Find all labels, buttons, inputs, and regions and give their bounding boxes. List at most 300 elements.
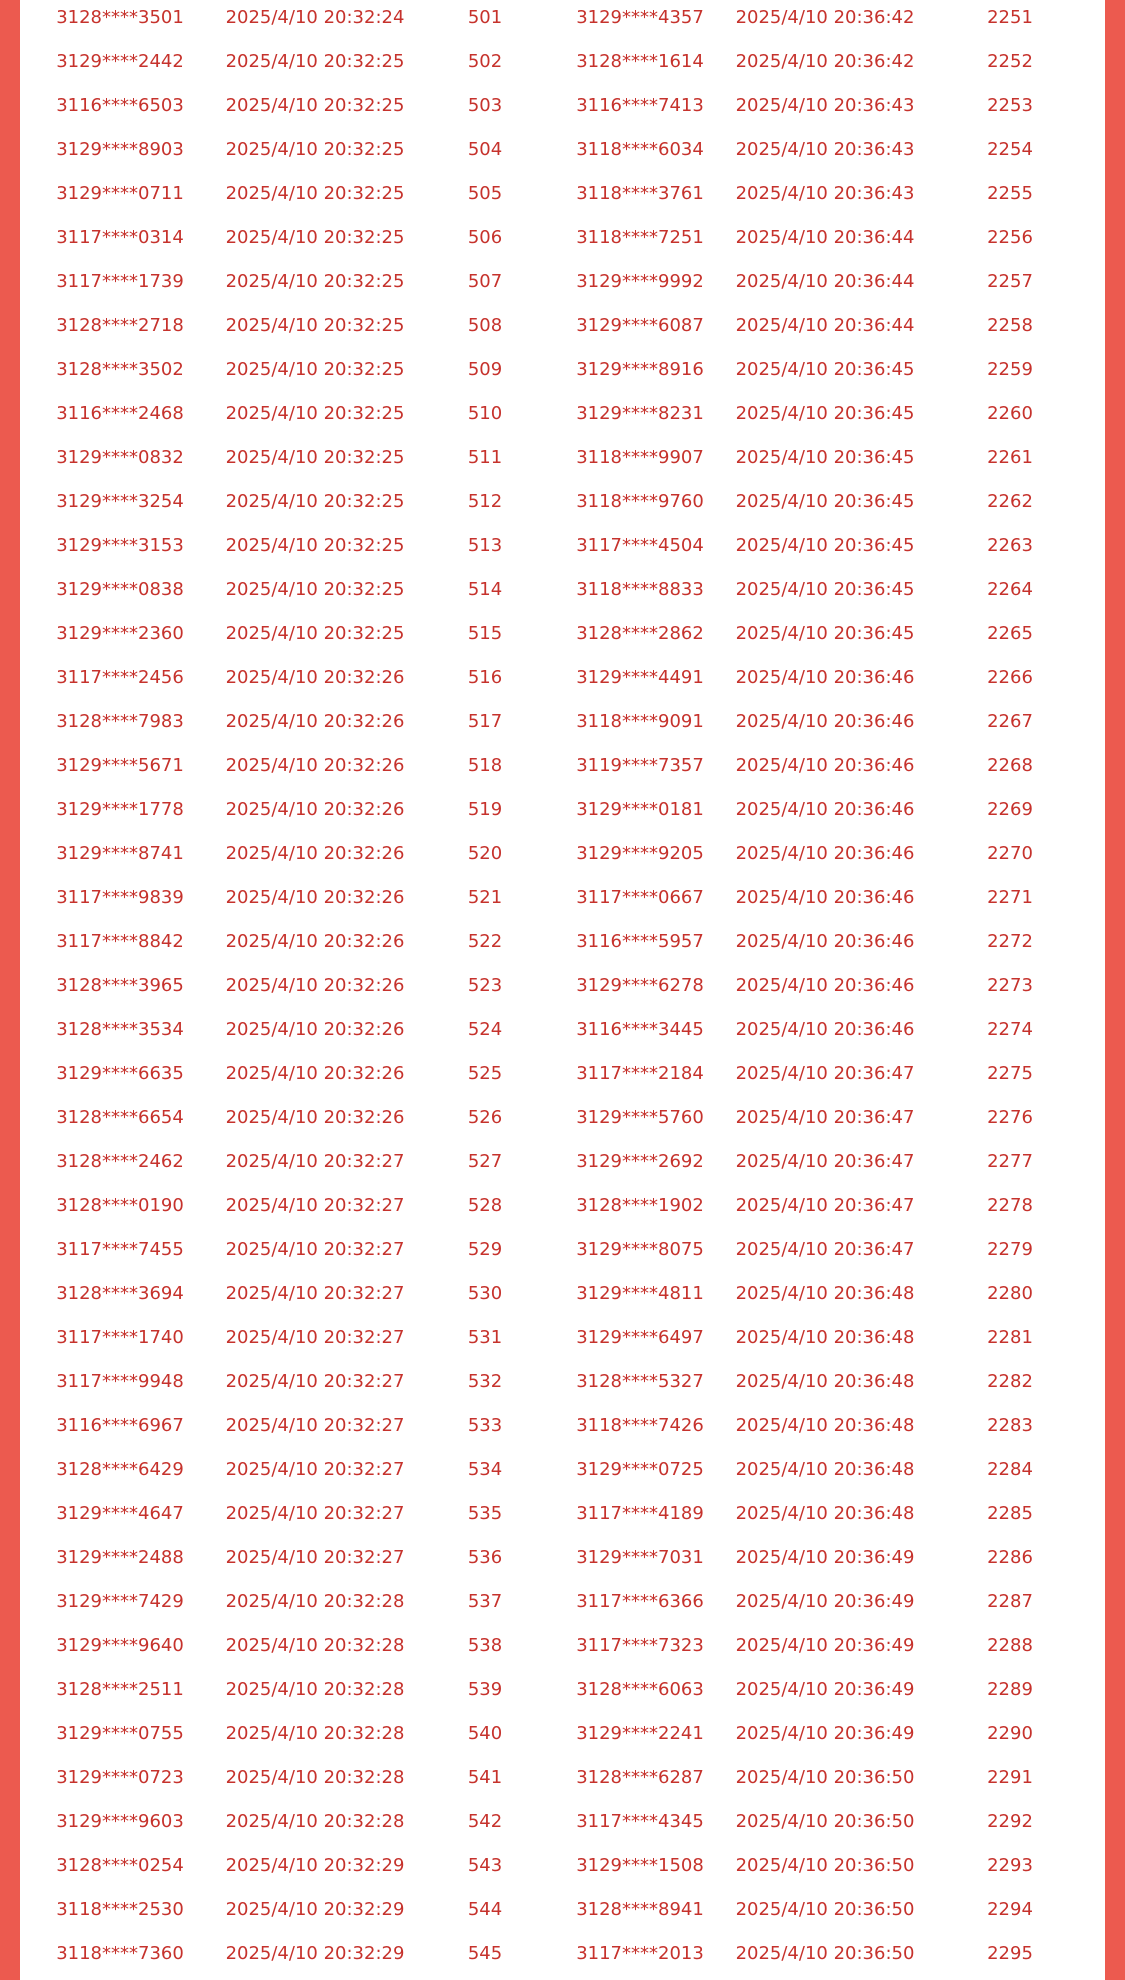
phone-number-right: 3118****9091 [576,711,704,732]
rank-right: 2277 [987,1151,1033,1172]
rank-right: 2257 [987,271,1033,292]
phone-number-left: 3129****8903 [56,139,184,160]
rank-left: 535 [467,1503,503,1524]
phone-number-left: 3117****1739 [56,271,184,292]
timestamp-right: 2025/4/10 20:36:49 [735,1723,915,1744]
rank-right: 2295 [987,1943,1033,1964]
phone-number-left: 3128****3534 [56,1019,184,1040]
rank-left: 544 [467,1899,503,1920]
timestamp-right: 2025/4/10 20:36:49 [735,1635,915,1656]
timestamp-right: 2025/4/10 20:36:47 [735,1151,915,1172]
timestamp-right: 2025/4/10 20:36:47 [735,1063,915,1084]
phone-number-left: 3128****6654 [56,1107,184,1128]
rank-right: 2262 [987,491,1033,512]
table-row [20,1100,1105,1144]
rank-right: 2279 [987,1239,1033,1260]
rank-right: 2293 [987,1855,1033,1876]
timestamp-right: 2025/4/10 20:36:50 [735,1811,915,1832]
timestamp-left: 2025/4/10 20:32:27 [225,1195,405,1216]
timestamp-left: 2025/4/10 20:32:27 [225,1283,405,1304]
phone-number-left: 3129****7429 [56,1591,184,1612]
timestamp-left: 2025/4/10 20:32:29 [225,1855,405,1876]
rank-right: 2290 [987,1723,1033,1744]
rank-left: 520 [467,843,503,864]
phone-number-right: 3117****4189 [576,1503,704,1524]
phone-number-right: 3129****9992 [576,271,704,292]
phone-number-left: 3128****3694 [56,1283,184,1304]
timestamp-left: 2025/4/10 20:32:26 [225,931,405,952]
rank-right: 2289 [987,1679,1033,1700]
phone-number-left: 3117****1740 [56,1327,184,1348]
phone-number-right: 3129****2241 [576,1723,704,1744]
timestamp-left: 2025/4/10 20:32:28 [225,1767,405,1788]
table-row [20,660,1105,704]
timestamp-left: 2025/4/10 20:32:26 [225,1019,405,1040]
phone-number-right: 3117****2013 [576,1943,704,1964]
timestamp-left: 2025/4/10 20:32:27 [225,1415,405,1436]
phone-number-left: 3129****0838 [56,579,184,600]
rank-right: 2259 [987,359,1033,380]
timestamp-left: 2025/4/10 20:32:25 [225,535,405,556]
timestamp-left: 2025/4/10 20:32:24 [225,7,405,28]
phone-number-left: 3117****8842 [56,931,184,952]
timestamp-left: 2025/4/10 20:32:26 [225,1063,405,1084]
rank-right: 2284 [987,1459,1033,1480]
timestamp-right: 2025/4/10 20:36:46 [735,1019,915,1040]
phone-number-right: 3116****3445 [576,1019,704,1040]
phone-number-left: 3129****9603 [56,1811,184,1832]
timestamp-right: 2025/4/10 20:36:46 [735,799,915,820]
phone-number-right: 3116****5957 [576,931,704,952]
timestamp-right: 2025/4/10 20:36:45 [735,403,915,424]
rank-left: 545 [467,1943,503,1964]
phone-number-right: 3129****9205 [576,843,704,864]
phone-number-right: 3117****0667 [576,887,704,908]
timestamp-left: 2025/4/10 20:32:26 [225,887,405,908]
winners-table [20,0,1105,1980]
phone-number-left: 3117****9839 [56,887,184,908]
rank-left: 524 [467,1019,503,1040]
table-row [20,1540,1105,1584]
table-row [20,1496,1105,1540]
rank-left: 543 [467,1855,503,1876]
phone-number-right: 3129****4357 [576,7,704,28]
rank-left: 536 [467,1547,503,1568]
timestamp-left: 2025/4/10 20:32:26 [225,1107,405,1128]
table-row [20,352,1105,396]
timestamp-left: 2025/4/10 20:32:27 [225,1151,405,1172]
phone-number-left: 3128****2462 [56,1151,184,1172]
table-row [20,704,1105,748]
phone-number-left: 3129****3254 [56,491,184,512]
rank-left: 510 [467,403,503,424]
rank-right: 2287 [987,1591,1033,1612]
phone-number-left: 3128****3965 [56,975,184,996]
timestamp-left: 2025/4/10 20:32:28 [225,1811,405,1832]
rank-right: 2263 [987,535,1033,556]
timestamp-right: 2025/4/10 20:36:48 [735,1415,915,1436]
timestamp-left: 2025/4/10 20:32:28 [225,1635,405,1656]
table-row [20,924,1105,968]
rank-left: 507 [467,271,503,292]
timestamp-right: 2025/4/10 20:36:45 [735,447,915,468]
phone-number-right: 3129****6278 [576,975,704,996]
rank-right: 2281 [987,1327,1033,1348]
rank-left: 501 [467,7,503,28]
table-row [20,1760,1105,1804]
phone-number-left: 3129****6635 [56,1063,184,1084]
timestamp-left: 2025/4/10 20:32:25 [225,491,405,512]
phone-number-right: 3128****6287 [576,1767,704,1788]
phone-number-left: 3129****0832 [56,447,184,468]
phone-number-right: 3128****1614 [576,51,704,72]
table-row [20,836,1105,880]
phone-number-left: 3118****7360 [56,1943,184,1964]
rank-left: 517 [467,711,503,732]
phone-number-left: 3117****9948 [56,1371,184,1392]
timestamp-left: 2025/4/10 20:32:27 [225,1547,405,1568]
timestamp-right: 2025/4/10 20:36:43 [735,139,915,160]
phone-number-left: 3129****1778 [56,799,184,820]
rank-left: 533 [467,1415,503,1436]
phone-number-left: 3129****0711 [56,183,184,204]
rank-left: 502 [467,51,503,72]
table-row [20,220,1105,264]
rank-right: 2285 [987,1503,1033,1524]
table-row [20,616,1105,660]
rank-left: 508 [467,315,503,336]
rank-right: 2260 [987,403,1033,424]
phone-number-right: 3129****5760 [576,1107,704,1128]
phone-number-left: 3129****8741 [56,843,184,864]
timestamp-left: 2025/4/10 20:32:25 [225,227,405,248]
timestamp-right: 2025/4/10 20:36:44 [735,315,915,336]
rank-right: 2271 [987,887,1033,908]
timestamp-right: 2025/4/10 20:36:45 [735,491,915,512]
timestamp-right: 2025/4/10 20:36:50 [735,1899,915,1920]
phone-number-left: 3129****2360 [56,623,184,644]
timestamp-left: 2025/4/10 20:32:26 [225,975,405,996]
timestamp-right: 2025/4/10 20:36:46 [735,931,915,952]
table-row [20,572,1105,616]
rank-left: 534 [467,1459,503,1480]
timestamp-left: 2025/4/10 20:32:27 [225,1327,405,1348]
rank-left: 504 [467,139,503,160]
table-row [20,1364,1105,1408]
timestamp-right: 2025/4/10 20:36:50 [735,1943,915,1964]
rank-left: 539 [467,1679,503,1700]
table-row [20,1892,1105,1936]
timestamp-left: 2025/4/10 20:32:29 [225,1943,405,1964]
phone-number-right: 3129****0181 [576,799,704,820]
table-row [20,308,1105,352]
rank-left: 542 [467,1811,503,1832]
timestamp-left: 2025/4/10 20:32:25 [225,579,405,600]
phone-number-right: 3128****8941 [576,1899,704,1920]
rank-right: 2268 [987,755,1033,776]
table-row [20,88,1105,132]
timestamp-right: 2025/4/10 20:36:45 [735,359,915,380]
timestamp-left: 2025/4/10 20:32:26 [225,667,405,688]
table-row [20,1188,1105,1232]
phone-number-right: 3117****2184 [576,1063,704,1084]
timestamp-right: 2025/4/10 20:36:48 [735,1371,915,1392]
rank-right: 2253 [987,95,1033,116]
rank-right: 2265 [987,623,1033,644]
phone-number-right: 3119****7357 [576,755,704,776]
rank-right: 2280 [987,1283,1033,1304]
phone-number-left: 3128****0190 [56,1195,184,1216]
table-row [20,1276,1105,1320]
timestamp-right: 2025/4/10 20:36:43 [735,95,915,116]
phone-number-right: 3129****8075 [576,1239,704,1260]
table-row [20,1716,1105,1760]
rank-left: 523 [467,975,503,996]
rank-right: 2264 [987,579,1033,600]
rank-left: 513 [467,535,503,556]
rank-right: 2251 [987,7,1033,28]
timestamp-right: 2025/4/10 20:36:50 [735,1855,915,1876]
phone-number-right: 3118****6034 [576,139,704,160]
phone-number-right: 3129****0725 [576,1459,704,1480]
rank-right: 2258 [987,315,1033,336]
phone-number-left: 3116****6503 [56,95,184,116]
phone-number-left: 3129****0723 [56,1767,184,1788]
timestamp-right: 2025/4/10 20:36:46 [735,755,915,776]
table-row [20,176,1105,220]
rank-right: 2292 [987,1811,1033,1832]
phone-number-left: 3117****7455 [56,1239,184,1260]
phone-number-left: 3129****9640 [56,1635,184,1656]
table-row [20,1320,1105,1364]
table-row [20,44,1105,88]
table-row [20,264,1105,308]
rank-right: 2270 [987,843,1033,864]
phone-number-right: 3118****9760 [576,491,704,512]
rank-left: 516 [467,667,503,688]
timestamp-left: 2025/4/10 20:32:27 [225,1371,405,1392]
rank-left: 537 [467,1591,503,1612]
phone-number-right: 3116****7413 [576,95,704,116]
timestamp-right: 2025/4/10 20:36:42 [735,51,915,72]
phone-number-left: 3129****4647 [56,1503,184,1524]
rank-right: 2266 [987,667,1033,688]
table-row [20,440,1105,484]
table-row [20,132,1105,176]
timestamp-right: 2025/4/10 20:36:49 [735,1547,915,1568]
phone-number-left: 3129****2488 [56,1547,184,1568]
timestamp-left: 2025/4/10 20:32:28 [225,1679,405,1700]
rank-right: 2294 [987,1899,1033,1920]
rank-left: 518 [467,755,503,776]
phone-number-left: 3116****2468 [56,403,184,424]
phone-number-right: 3117****4345 [576,1811,704,1832]
table-row [20,0,1105,44]
timestamp-left: 2025/4/10 20:32:26 [225,755,405,776]
rank-left: 506 [467,227,503,248]
timestamp-right: 2025/4/10 20:36:42 [735,7,915,28]
phone-number-right: 3129****8231 [576,403,704,424]
phone-number-left: 3128****0254 [56,1855,184,1876]
phone-number-left: 3128****7983 [56,711,184,732]
rank-right: 2261 [987,447,1033,468]
timestamp-right: 2025/4/10 20:36:45 [735,535,915,556]
timestamp-right: 2025/4/10 20:36:46 [735,711,915,732]
phone-number-left: 3128****3502 [56,359,184,380]
rank-left: 522 [467,931,503,952]
rank-right: 2272 [987,931,1033,952]
rank-right: 2276 [987,1107,1033,1128]
phone-number-left: 3128****3501 [56,7,184,28]
phone-number-left: 3129****0755 [56,1723,184,1744]
rank-left: 509 [467,359,503,380]
rank-right: 2256 [987,227,1033,248]
rank-left: 532 [467,1371,503,1392]
timestamp-right: 2025/4/10 20:36:48 [735,1327,915,1348]
timestamp-left: 2025/4/10 20:32:26 [225,799,405,820]
timestamp-right: 2025/4/10 20:36:48 [735,1503,915,1524]
rank-right: 2282 [987,1371,1033,1392]
table-row [20,1628,1105,1672]
timestamp-left: 2025/4/10 20:32:27 [225,1239,405,1260]
phone-number-right: 3129****6087 [576,315,704,336]
timestamp-left: 2025/4/10 20:32:27 [225,1503,405,1524]
rank-left: 531 [467,1327,503,1348]
phone-number-right: 3118****7426 [576,1415,704,1436]
table-row [20,1672,1105,1716]
table-row [20,484,1105,528]
phone-number-right: 3129****8916 [576,359,704,380]
timestamp-left: 2025/4/10 20:32:25 [225,183,405,204]
phone-number-left: 3128****6429 [56,1459,184,1480]
rank-left: 528 [467,1195,503,1216]
rank-left: 511 [467,447,503,468]
rank-left: 538 [467,1635,503,1656]
timestamp-right: 2025/4/10 20:36:48 [735,1283,915,1304]
table-row [20,396,1105,440]
phone-number-right: 3129****6497 [576,1327,704,1348]
timestamp-right: 2025/4/10 20:36:45 [735,623,915,644]
rank-left: 541 [467,1767,503,1788]
phone-number-right: 3129****2692 [576,1151,704,1172]
timestamp-right: 2025/4/10 20:36:49 [735,1679,915,1700]
timestamp-right: 2025/4/10 20:36:47 [735,1195,915,1216]
phone-number-left: 3117****2456 [56,667,184,688]
rank-left: 521 [467,887,503,908]
timestamp-right: 2025/4/10 20:36:43 [735,183,915,204]
phone-number-left: 3118****2530 [56,1899,184,1920]
phone-number-right: 3129****4491 [576,667,704,688]
rank-left: 525 [467,1063,503,1084]
phone-number-left: 3128****2511 [56,1679,184,1700]
timestamp-right: 2025/4/10 20:36:49 [735,1591,915,1612]
phone-number-right: 3128****5327 [576,1371,704,1392]
left-red-border [0,0,20,1980]
phone-number-right: 3128****1902 [576,1195,704,1216]
timestamp-left: 2025/4/10 20:32:25 [225,315,405,336]
timestamp-left: 2025/4/10 20:32:25 [225,403,405,424]
phone-number-right: 3129****1508 [576,1855,704,1876]
phone-number-right: 3118****8833 [576,579,704,600]
timestamp-left: 2025/4/10 20:32:25 [225,51,405,72]
phone-number-right: 3117****7323 [576,1635,704,1656]
table-row [20,748,1105,792]
rank-left: 503 [467,95,503,116]
rank-left: 515 [467,623,503,644]
rank-left: 540 [467,1723,503,1744]
table-row [20,1144,1105,1188]
rank-left: 512 [467,491,503,512]
rank-left: 527 [467,1151,503,1172]
phone-number-right: 3128****6063 [576,1679,704,1700]
table-row [20,1056,1105,1100]
rank-left: 526 [467,1107,503,1128]
timestamp-left: 2025/4/10 20:32:25 [225,359,405,380]
rank-left: 519 [467,799,503,820]
timestamp-right: 2025/4/10 20:36:47 [735,1107,915,1128]
phone-number-left: 3116****6967 [56,1415,184,1436]
rank-right: 2273 [987,975,1033,996]
timestamp-right: 2025/4/10 20:36:45 [735,579,915,600]
table-row [20,528,1105,572]
table-row [20,1848,1105,1892]
phone-number-right: 3118****3761 [576,183,704,204]
rank-left: 529 [467,1239,503,1260]
rank-left: 530 [467,1283,503,1304]
rank-right: 2255 [987,183,1033,204]
phone-number-left: 3129****3153 [56,535,184,556]
rank-right: 2254 [987,139,1033,160]
table-row [20,1936,1105,1980]
phone-number-right: 3118****9907 [576,447,704,468]
timestamp-left: 2025/4/10 20:32:28 [225,1591,405,1612]
timestamp-left: 2025/4/10 20:32:27 [225,1459,405,1480]
timestamp-left: 2025/4/10 20:32:25 [225,271,405,292]
table-row [20,1232,1105,1276]
table-row [20,1804,1105,1848]
table-row [20,1584,1105,1628]
phone-number-left: 3128****2718 [56,315,184,336]
rank-right: 2274 [987,1019,1033,1040]
rank-right: 2283 [987,1415,1033,1436]
rank-right: 2278 [987,1195,1033,1216]
timestamp-left: 2025/4/10 20:32:25 [225,139,405,160]
timestamp-right: 2025/4/10 20:36:46 [735,887,915,908]
timestamp-left: 2025/4/10 20:32:25 [225,447,405,468]
rank-right: 2275 [987,1063,1033,1084]
phone-number-right: 3118****7251 [576,227,704,248]
phone-number-left: 3129****5671 [56,755,184,776]
rank-left: 514 [467,579,503,600]
timestamp-left: 2025/4/10 20:32:26 [225,843,405,864]
rank-right: 2269 [987,799,1033,820]
rank-right: 2291 [987,1767,1033,1788]
timestamp-right: 2025/4/10 20:36:47 [735,1239,915,1260]
timestamp-left: 2025/4/10 20:32:25 [225,623,405,644]
table-row [20,1012,1105,1056]
timestamp-right: 2025/4/10 20:36:48 [735,1459,915,1480]
table-row [20,1408,1105,1452]
table-row [20,968,1105,1012]
timestamp-left: 2025/4/10 20:32:29 [225,1899,405,1920]
timestamp-left: 2025/4/10 20:32:25 [225,95,405,116]
right-red-border [1105,0,1125,1980]
rank-right: 2252 [987,51,1033,72]
rank-right: 2286 [987,1547,1033,1568]
phone-number-right: 3117****4504 [576,535,704,556]
phone-number-right: 3128****2862 [576,623,704,644]
table-row [20,880,1105,924]
